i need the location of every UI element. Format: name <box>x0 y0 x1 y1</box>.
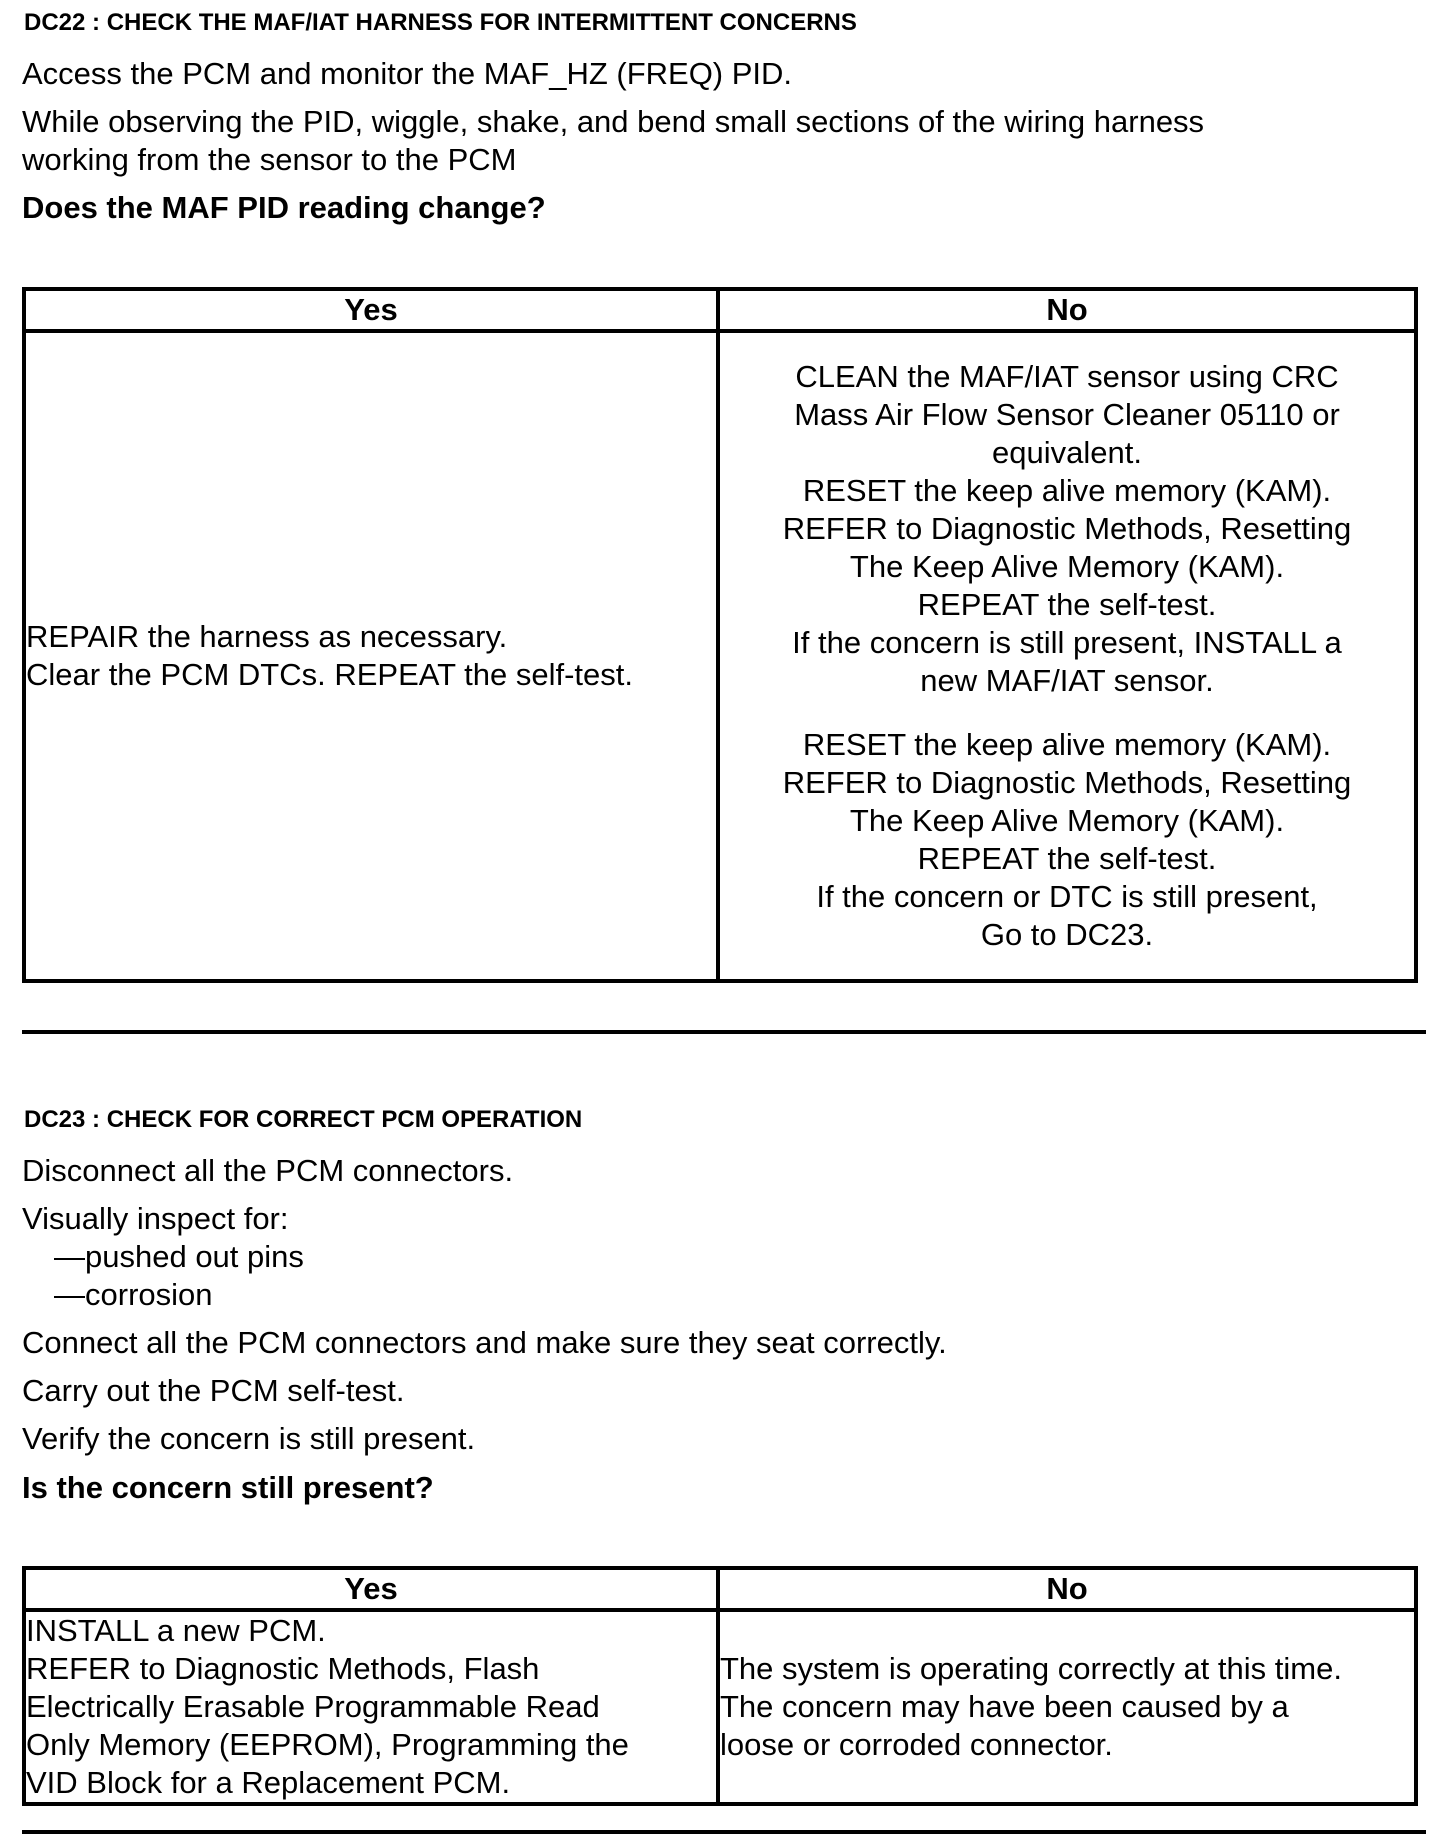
dc23-inspect-item-corrosion: —corrosion <box>54 1277 213 1312</box>
dc23-decision-table <box>22 1566 1418 1806</box>
section-divider-1 <box>22 1030 1426 1034</box>
dc23-inspect-item-pins: —pushed out pins <box>54 1239 304 1274</box>
dc23-no-action: The system is operating correctly at this time. The concern may have been caused by a loose or corroded connector. <box>720 1651 1342 1762</box>
dc22-decision-table <box>22 287 1418 983</box>
dc22-no-action-reset-kam: RESET the keep alive memory (KAM). REFER to Diagnostic Methods, Resetting The Keep Alive Memory (KAM). REPEAT the self-test. If the concern or DTC is still present, Go to DC23. <box>782 727 1352 952</box>
dc23-step-verify: Verify the concern is still present. <box>22 1421 476 1456</box>
dc22-no-action-clean-sensor: CLEAN the MAF/IAT sensor using CRC Mass Air Flow Sensor Cleaner 05110 or equivalent. RESET the keep alive memory (KAM). REFER to Diagnostic Methods, Resetting The Keep Alive Memory (KAM). REPEAT the self-test. If the concern is still present, INSTALL a new MAF/IAT sensor. <box>782 359 1352 698</box>
dc22-question: Does the MAF PID reading change? <box>22 190 546 225</box>
dc22-step-wiggle-harness: While observing the PID, wiggle, shake, and bend small sections of the wiring harness working from the sensor to the PCM <box>22 104 1205 177</box>
dc23-step-inspect: Visually inspect for: <box>22 1201 289 1236</box>
dc23-yes-action: INSTALL a new PCM. REFER to Diagnostic Methods, Flash Electrically Erasable Programmable Read Only Memory (EEPROM), Programming the VID Block for a Replacement PCM. <box>26 1613 629 1800</box>
dc22-no-spacer <box>720 700 1414 726</box>
dc23-heading: DC23 : CHECK FOR CORRECT PCM OPERATION <box>24 1106 583 1133</box>
dc23-no-header: No <box>718 1568 1416 1610</box>
dc23-table-header-row <box>24 1568 1416 1610</box>
dc23-step-self-test: Carry out the PCM self-test. <box>22 1373 405 1408</box>
dc23-yes-header: Yes <box>24 1568 718 1610</box>
dc23-yes-cell <box>24 1610 718 1804</box>
dc22-heading: DC22 : CHECK THE MAF/IAT HARNESS FOR INTERMITTENT CONCERNS <box>24 9 857 36</box>
dc22-step-monitor-pid: Access the PCM and monitor the MAF_HZ (FREQ) PID. <box>22 56 793 91</box>
dc23-no-cell <box>718 1610 1416 1804</box>
dc23-table-body-row <box>24 1610 1416 1804</box>
dc23-step-disconnect: Disconnect all the PCM connectors. <box>22 1153 514 1188</box>
dc22-table-header-row <box>24 289 1416 331</box>
dc22-no-header: No <box>718 289 1416 331</box>
dc23-question: Is the concern still present? <box>22 1470 434 1505</box>
dc22-yes-action: REPAIR the harness as necessary. Clear the PCM DTCs. REPEAT the self-test. <box>26 619 633 692</box>
dc22-yes-header: Yes <box>24 289 718 331</box>
dc23-step-connect: Connect all the PCM connectors and make sure they seat correctly. <box>22 1325 947 1360</box>
dc22-no-cell <box>718 331 1416 981</box>
dc22-table-body-row <box>24 331 1416 981</box>
section-divider-2 <box>22 1830 1426 1834</box>
dc22-yes-cell <box>24 331 718 981</box>
